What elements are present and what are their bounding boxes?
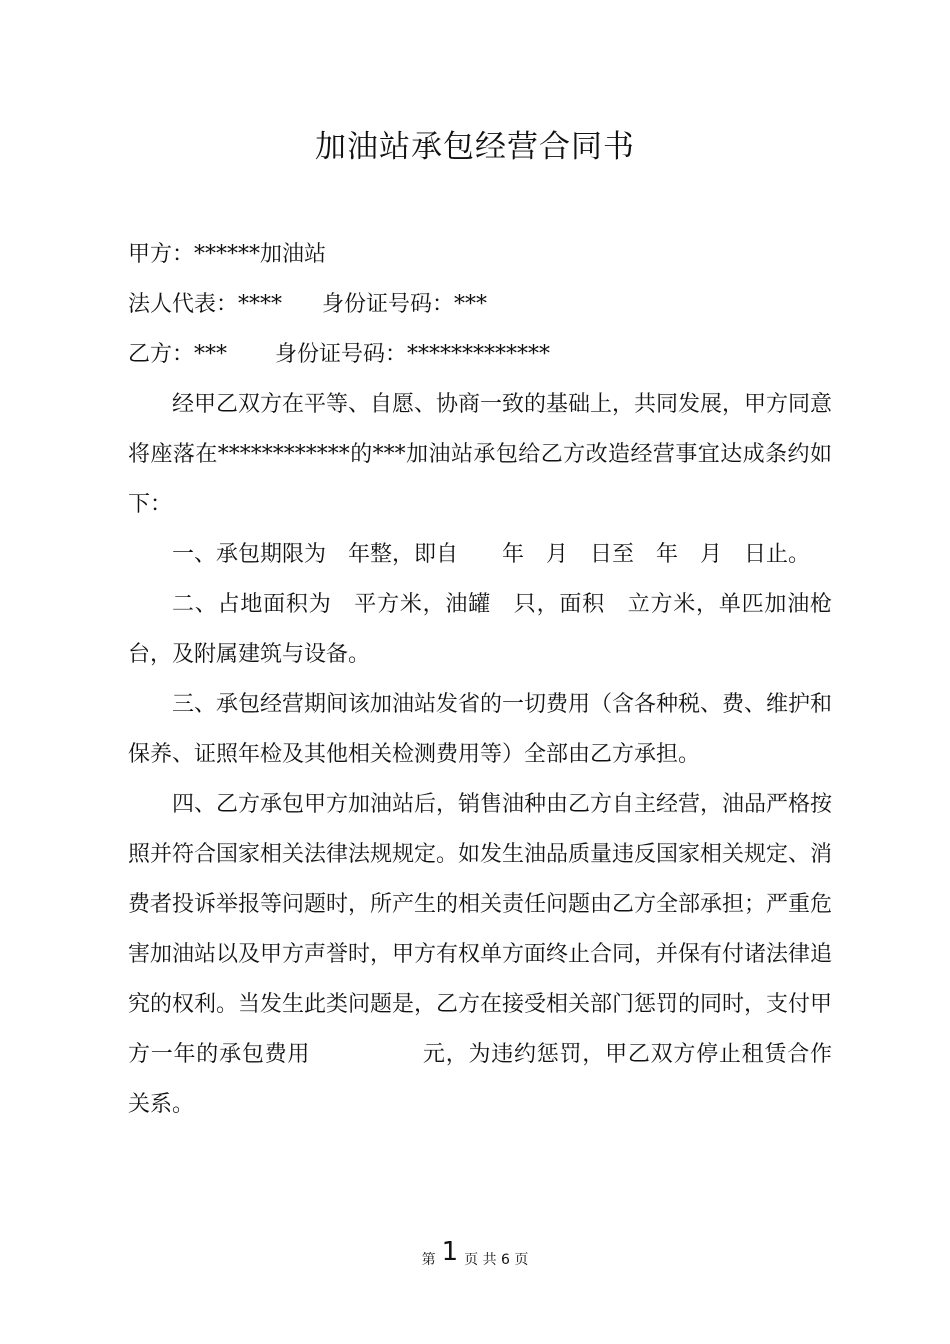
clause-4: [128, 780, 832, 1130]
document-body: [128, 230, 855, 1130]
intro-paragraph: 经甲乙双方在平等、自愿、协商一致的基础上，共同发展，甲方同意将座落在************的***加油站承包给乙方改造经营事宜达成条约如下：: [128, 392, 833, 517]
page-number: 1: [441, 1237, 459, 1267]
page-footer: [0, 1232, 950, 1280]
clause-4-text: 四、乙方承包甲方加油站后，销售油种由乙方自主经营，油品严格按照并符合国家相关法律法规规定。如发生油品质量违反国家相关规定、消费者投诉举报等问题时，所产生的相关责任问题由乙方全部承担；严重危害加油站以及甲方声誉时，甲方有权单方面终止合同，并保有付诸法律追究的权利。当发生此类问题是，乙方在接受相关部门惩罚的同时，支付甲方一年的承包费用: [128, 792, 833, 1067]
footer-prefix: 第: [421, 1252, 436, 1268]
clause-3: 三、承包经营期间该加油站发省的一切费用（含各种税、费、维护和保养、证照年检及其他相关检测费用等）全部由乙方承担。: [128, 692, 833, 767]
party-b-line: [128, 330, 832, 380]
clause-4-text-end: 元，为违约惩罚，甲乙双方停止租赁合作关系。: [128, 1042, 832, 1117]
document-title: 加油站承包经营合同书: [315, 129, 635, 165]
clause-2: 二、占地面积为 平方米，油罐 只，面积 立方米，单匹加油枪 台，及附属建筑与设备。: [128, 592, 855, 667]
party-b-id: 身份证号码：*************: [275, 342, 551, 367]
footer-suffix: 页 共 6 页: [464, 1252, 529, 1268]
legal-rep-line: [128, 280, 832, 330]
legal-rep: 法人代表：****: [128, 292, 283, 317]
legal-rep-id: 身份证号码：***: [322, 292, 488, 317]
party-b: 乙方：***: [128, 342, 228, 367]
clause-1: 一、承包期限为 年整，即自 年 月 日至 年 月 日止。: [172, 542, 811, 567]
party-a-line: 甲方：******加油站: [128, 242, 327, 267]
